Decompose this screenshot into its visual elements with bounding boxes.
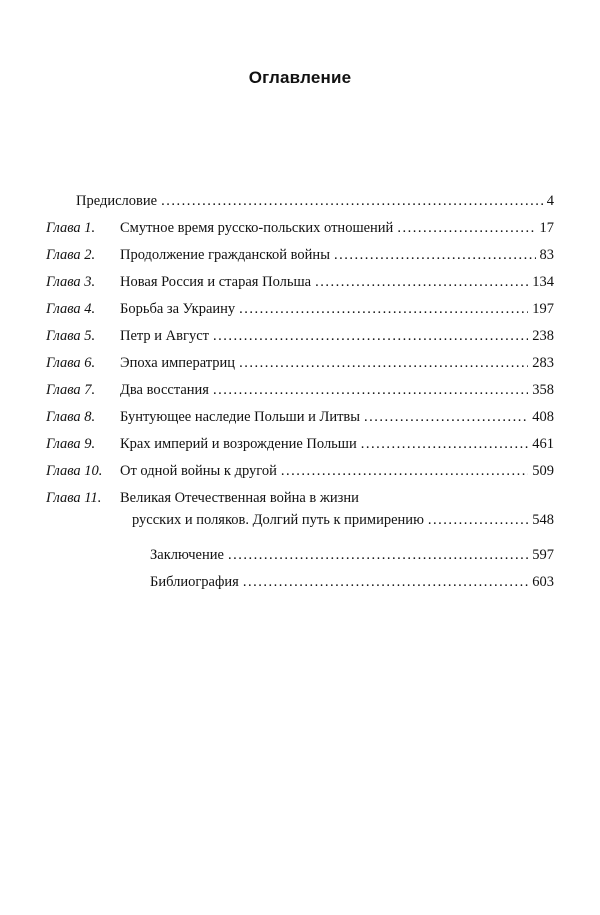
toc-entry-chapter-11[interactable] [46, 487, 554, 535]
dot-leader [315, 271, 528, 293]
toc-page-number: 408 [532, 409, 554, 425]
toc-page-number: 17 [539, 220, 554, 236]
toc-entry-title-line-2: русских и поляков. Долгий путь к примирению [132, 512, 424, 528]
chapter-label: Глава 11. [46, 490, 102, 506]
dot-leader [428, 509, 528, 531]
toc-entry-title: Крах империй и возрождение Польши [120, 436, 357, 452]
dot-leader [243, 571, 528, 593]
dot-leader [213, 325, 528, 347]
chapter-label: Глава 2. [46, 247, 96, 263]
toc-entry-chapter-9[interactable] [46, 433, 554, 460]
dot-leader [334, 244, 536, 266]
toc-page-number: 548 [532, 512, 554, 528]
toc-entry-title-line-1: Великая Отечественная война в жизни [120, 490, 359, 506]
toc-entry-title: Библиография [150, 574, 239, 590]
dot-leader [228, 544, 528, 566]
toc-entry-chapter-1[interactable] [46, 217, 554, 244]
toc-entry-preface[interactable] [46, 190, 554, 217]
toc-entry-bibliography[interactable] [46, 571, 554, 598]
toc-page-number: 358 [532, 382, 554, 398]
toc-entry-title: Бунтующее наследие Польши и Литвы [120, 409, 361, 425]
dot-leader [364, 406, 528, 428]
toc-page-number: 603 [532, 574, 554, 590]
toc-entry-chapter-4[interactable] [46, 298, 554, 325]
toc-entry-title: Новая Россия и старая Польша [120, 274, 312, 290]
toc-entry-title: Смутное время русско-польских отношений [120, 220, 394, 236]
toc-page-number: 509 [532, 463, 554, 479]
toc-entry-chapter-8[interactable] [46, 406, 554, 433]
toc-entry-title: Два восстания [120, 382, 209, 398]
table-of-contents [46, 190, 554, 598]
toc-entry-chapter-10[interactable] [46, 460, 554, 487]
toc-entry-title: Эпоха императриц [120, 355, 236, 371]
chapter-label: Глава 5. [46, 328, 96, 344]
toc-entry-chapter-5[interactable] [46, 325, 554, 352]
toc-entry-conclusion[interactable] [46, 544, 554, 571]
toc-entry-chapter-6[interactable] [46, 352, 554, 379]
dot-leader [281, 460, 528, 482]
toc-page-number: 4 [546, 193, 554, 209]
toc-page-number: 83 [539, 247, 554, 263]
chapter-label: Глава 1. [46, 220, 96, 236]
page-title: Оглавление [248, 68, 352, 87]
toc-page-number: 461 [532, 436, 554, 452]
toc-entry-title: Продолжение гражданской войны [120, 247, 330, 263]
toc-entry-title: Заключение [150, 547, 224, 563]
toc-page-number: 134 [532, 274, 554, 290]
chapter-label: Глава 6. [46, 355, 96, 371]
toc-page-number: 197 [532, 301, 554, 317]
chapter-label: Глава 9. [46, 436, 96, 452]
toc-entry-title: От одной войны к другой [120, 463, 277, 479]
dot-leader [239, 298, 528, 320]
chapter-label: Глава 4. [46, 301, 96, 317]
toc-entry-chapter-3[interactable] [46, 271, 554, 298]
toc-entry-title: Петр и Август [120, 328, 209, 344]
dot-leader [361, 433, 529, 455]
chapter-label: Глава 10. [46, 463, 103, 479]
dot-leader [213, 379, 528, 401]
toc-page-number: 238 [532, 328, 554, 344]
toc-entry-title: Предисловие [76, 193, 158, 209]
chapter-label: Глава 8. [46, 409, 96, 425]
toc-page-number: 597 [532, 547, 554, 563]
dot-leader [239, 352, 528, 374]
toc-entry-chapter-7[interactable] [46, 379, 554, 406]
dot-leader [397, 217, 535, 239]
chapter-label: Глава 3. [46, 274, 96, 290]
toc-page-number: 283 [532, 355, 554, 371]
dot-leader [161, 190, 543, 212]
toc-entry-title: Борьба за Украину [120, 301, 236, 317]
chapter-label: Глава 7. [46, 382, 96, 398]
toc-entry-chapter-2[interactable] [46, 244, 554, 271]
